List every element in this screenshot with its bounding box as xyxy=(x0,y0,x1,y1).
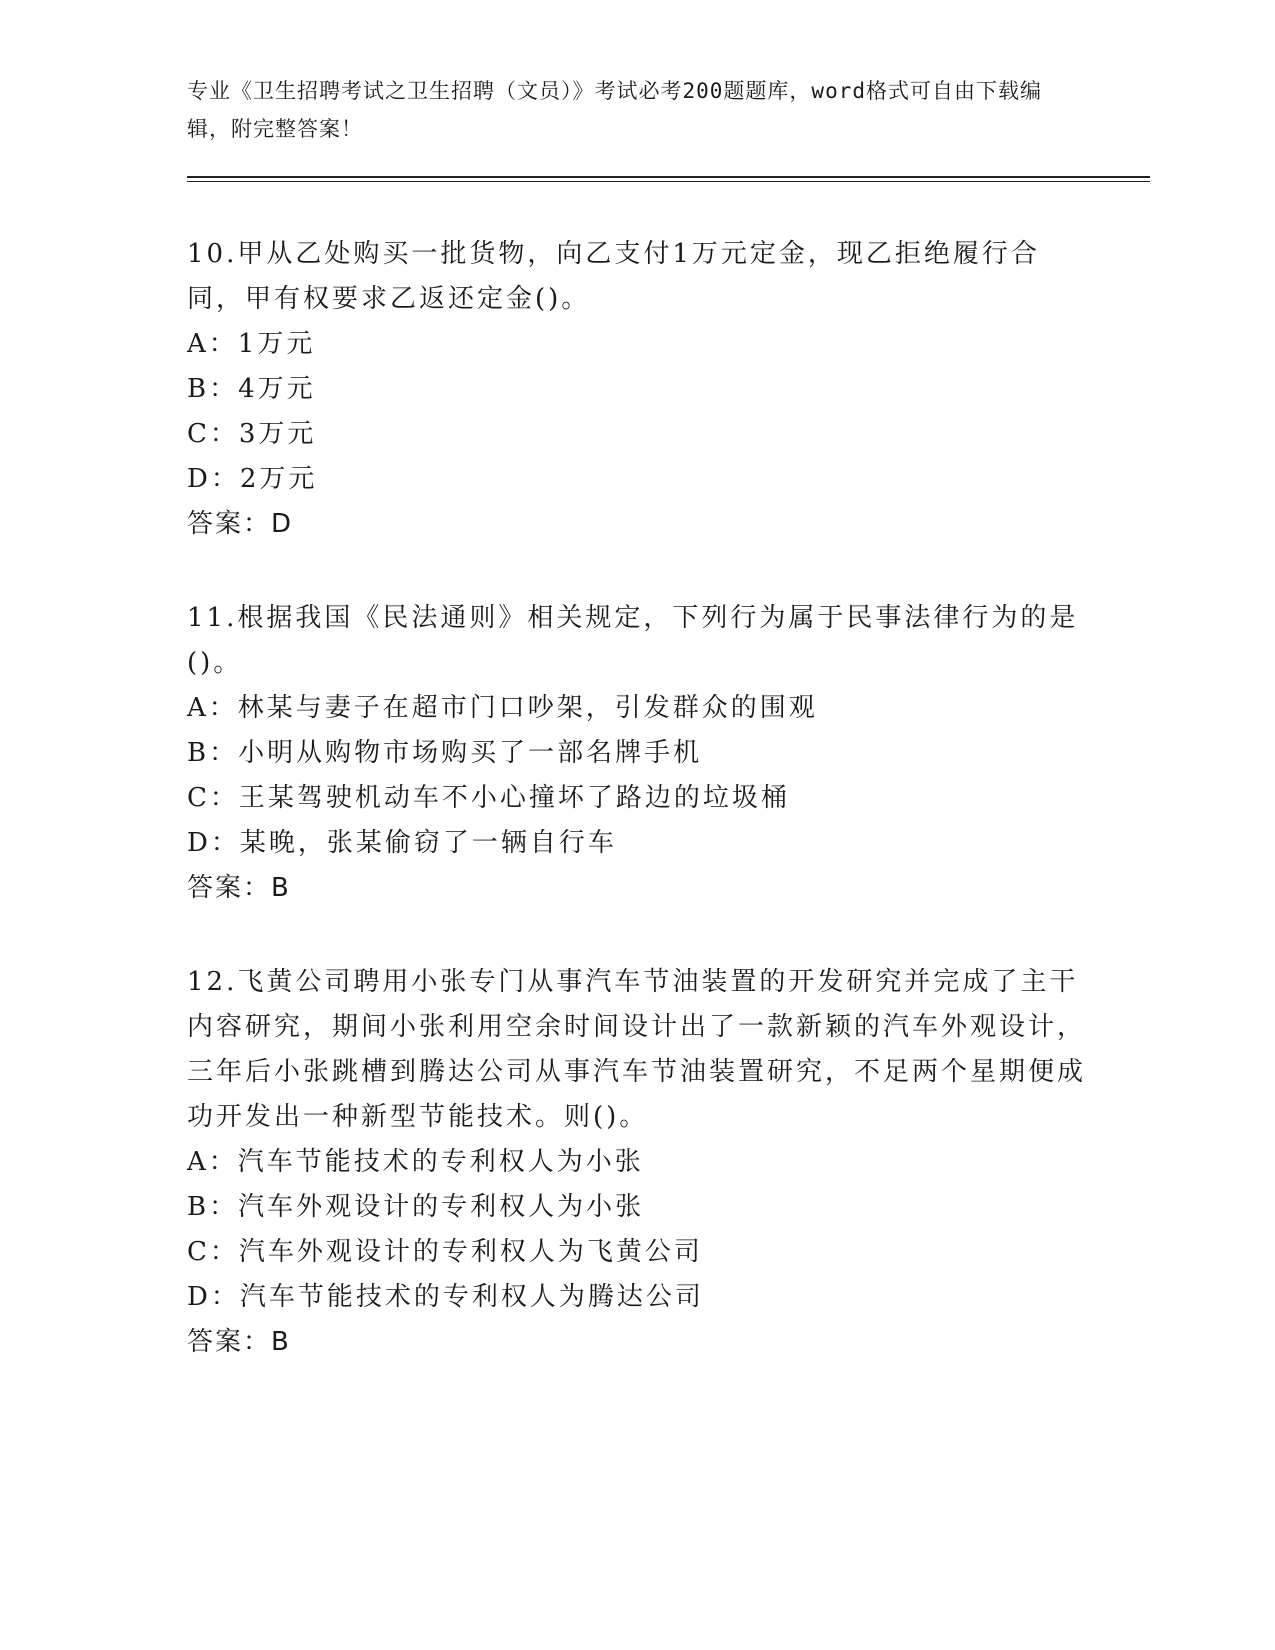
answer: 答案：B xyxy=(187,1327,291,1357)
option-c: C：3万元 xyxy=(187,419,317,449)
option-b: B：4万元 xyxy=(187,374,316,404)
option-b: B：汽车外观设计的专利权人为小张 xyxy=(187,1192,645,1222)
question-11 xyxy=(187,596,1087,911)
option-b: B：小明从购物市场购买了一部名牌手机 xyxy=(187,738,703,768)
question-stem: 11.根据我国《民法通则》相关规定，下列行为属于民事法律行为的是()。 xyxy=(187,603,1079,678)
option-d: D：2万元 xyxy=(187,464,318,494)
answer: 答案：B xyxy=(187,873,291,903)
option-d: D：某晚，张某偷窃了一辆自行车 xyxy=(187,828,617,858)
question-10 xyxy=(187,232,1087,547)
document-header: 专业《卫生招聘考试之卫生招聘（文员）》考试必考200题题库，word格式可自由下载编辑，附完整答案！ xyxy=(187,79,1042,141)
answer: 答案：D xyxy=(187,509,294,539)
question-12 xyxy=(187,960,1087,1365)
option-d: D：汽车节能技术的专利权人为腾达公司 xyxy=(187,1282,704,1312)
option-a: A：汽车节能技术的专利权人为小张 xyxy=(187,1147,644,1177)
header-divider xyxy=(187,176,1150,182)
option-c: C：汽车外观设计的专利权人为飞黄公司 xyxy=(187,1237,703,1267)
question-stem: 10.甲从乙处购买一批货物，向乙支付1万元定金，现乙拒绝履行合同，甲有权要求乙返还定金()。 xyxy=(187,239,1040,314)
question-stem: 12.飞黄公司聘用小张专门从事汽车节油装置的开发研究并完成了主干内容研究，期间小张利用空余时间设计出了一款新颖的汽车外观设计，三年后小张跳槽到腾达公司从事汽车节油装置研究，不足两个星期便成功开发出一种新型节能技术。则()。 xyxy=(187,967,1087,1132)
option-a: A：林某与妻子在超市门口吵架，引发群众的围观 xyxy=(187,693,818,723)
option-a: A：1万元 xyxy=(187,329,316,359)
option-c: C：王某驾驶机动车不小心撞坏了路边的垃圾桶 xyxy=(187,783,790,813)
